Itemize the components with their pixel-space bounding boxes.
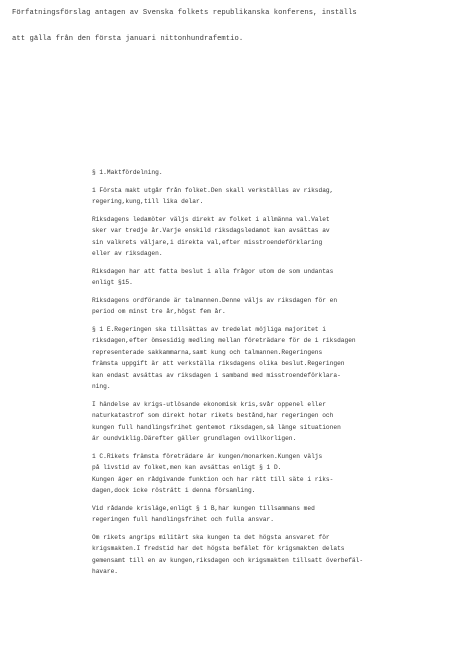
body-line: Riksdagens ledamöter väljs direkt av folket i allmänna val.Valet (92, 215, 330, 223)
header-line-1: Förfatningsförslag antagen av Svenska folkets republikanska konferens, inställs (12, 9, 357, 17)
body-line: Vid rådande krisläge,enligt § 1 B,har kungen tillsammans med (92, 504, 315, 512)
body-line: representerade sakkammarna,samt kung och talmannen.Regeringens (92, 348, 323, 356)
body-line: Kungen äger en rådgivande funktion och har rätt till säte i riks- (92, 475, 334, 483)
body-line: krigsmakten.I fredstid har det högsta befälet för krigsmakten delats (92, 545, 345, 552)
body-line: enligt §15. (92, 279, 133, 286)
body-line: kan endast avsättas av riksdagen i samband med misstroendeförklara- (92, 371, 341, 379)
body-line: eller av riksdagen. (92, 250, 163, 257)
body-line: sin valkrets väljare,i direkta val,efter misstroendeförklaring (92, 238, 323, 246)
body-line: regering,kung,till lika delar. (92, 198, 204, 205)
header-line-2: att gälla från den första januari nittonhundrafemtio. (12, 35, 244, 43)
body-line: Om rikets angrips militärt ska kungen ta det högsta ansvaret för (92, 533, 330, 541)
body-line: I händelse av krigs-utlösande ekonomisk kris,svår oppenel eller (92, 400, 326, 408)
body-line: naturkatastrof som direkt hotar rikets bestånd,har regeringen och (92, 412, 334, 419)
body-line: riksdagen,efter ömsesidig medling mellan företrädare för de i riksdagen (92, 337, 356, 344)
section-heading: § 1.Maktfördelning. (92, 169, 163, 176)
document-body (92, 167, 417, 578)
body-line: period om minst tre år,högst fem år. (92, 308, 226, 315)
body-line: kungen full handlingsfrihet gentemot riksdagen,så länge situationen (92, 423, 341, 431)
body-line: Riksdagens ordförande är talmannen.Denne väljs av riksdagen för en (92, 296, 338, 304)
document-header (12, 6, 452, 46)
body-line: sker var tredje år.Varje enskild riksdagsledamot kan avsättas av (92, 227, 330, 234)
body-line: Riksdagen har att fatta beslut i alla frågor utom de som undantas (92, 267, 334, 275)
body-line: § 1 E.Regeringen ska tillsättas av tredelat möjliga majoritet i (92, 325, 326, 333)
body-line: på livstid av folket,men kan avsättas enligt § 1 D. (92, 464, 282, 471)
body-line: 1 Första makt utgår från folket.Den skall verkställas av riksdag, (92, 186, 334, 194)
body-line: regeringen full handlingsfrihet och fulla ansvar. (92, 516, 274, 523)
body-line: är oundviklig.Därefter gäller grundlagen ovillkorligen. (92, 435, 297, 442)
body-line: främsta uppgift är att verkställa riksdagens olika beslut.Regeringen (92, 360, 345, 367)
body-line: dagen,dock icke rösträtt i denna församling. (92, 487, 256, 494)
body-line: ning. (92, 383, 111, 390)
body-line: havare. (92, 568, 118, 575)
body-line: 1 C.Rikets främsta företrädare är kungen/monarken.Kungen väljs (92, 452, 323, 460)
body-line: gemensamt till en av kungen,riksdagen och krigsmakten tillsatt överbefäl- (92, 556, 364, 564)
